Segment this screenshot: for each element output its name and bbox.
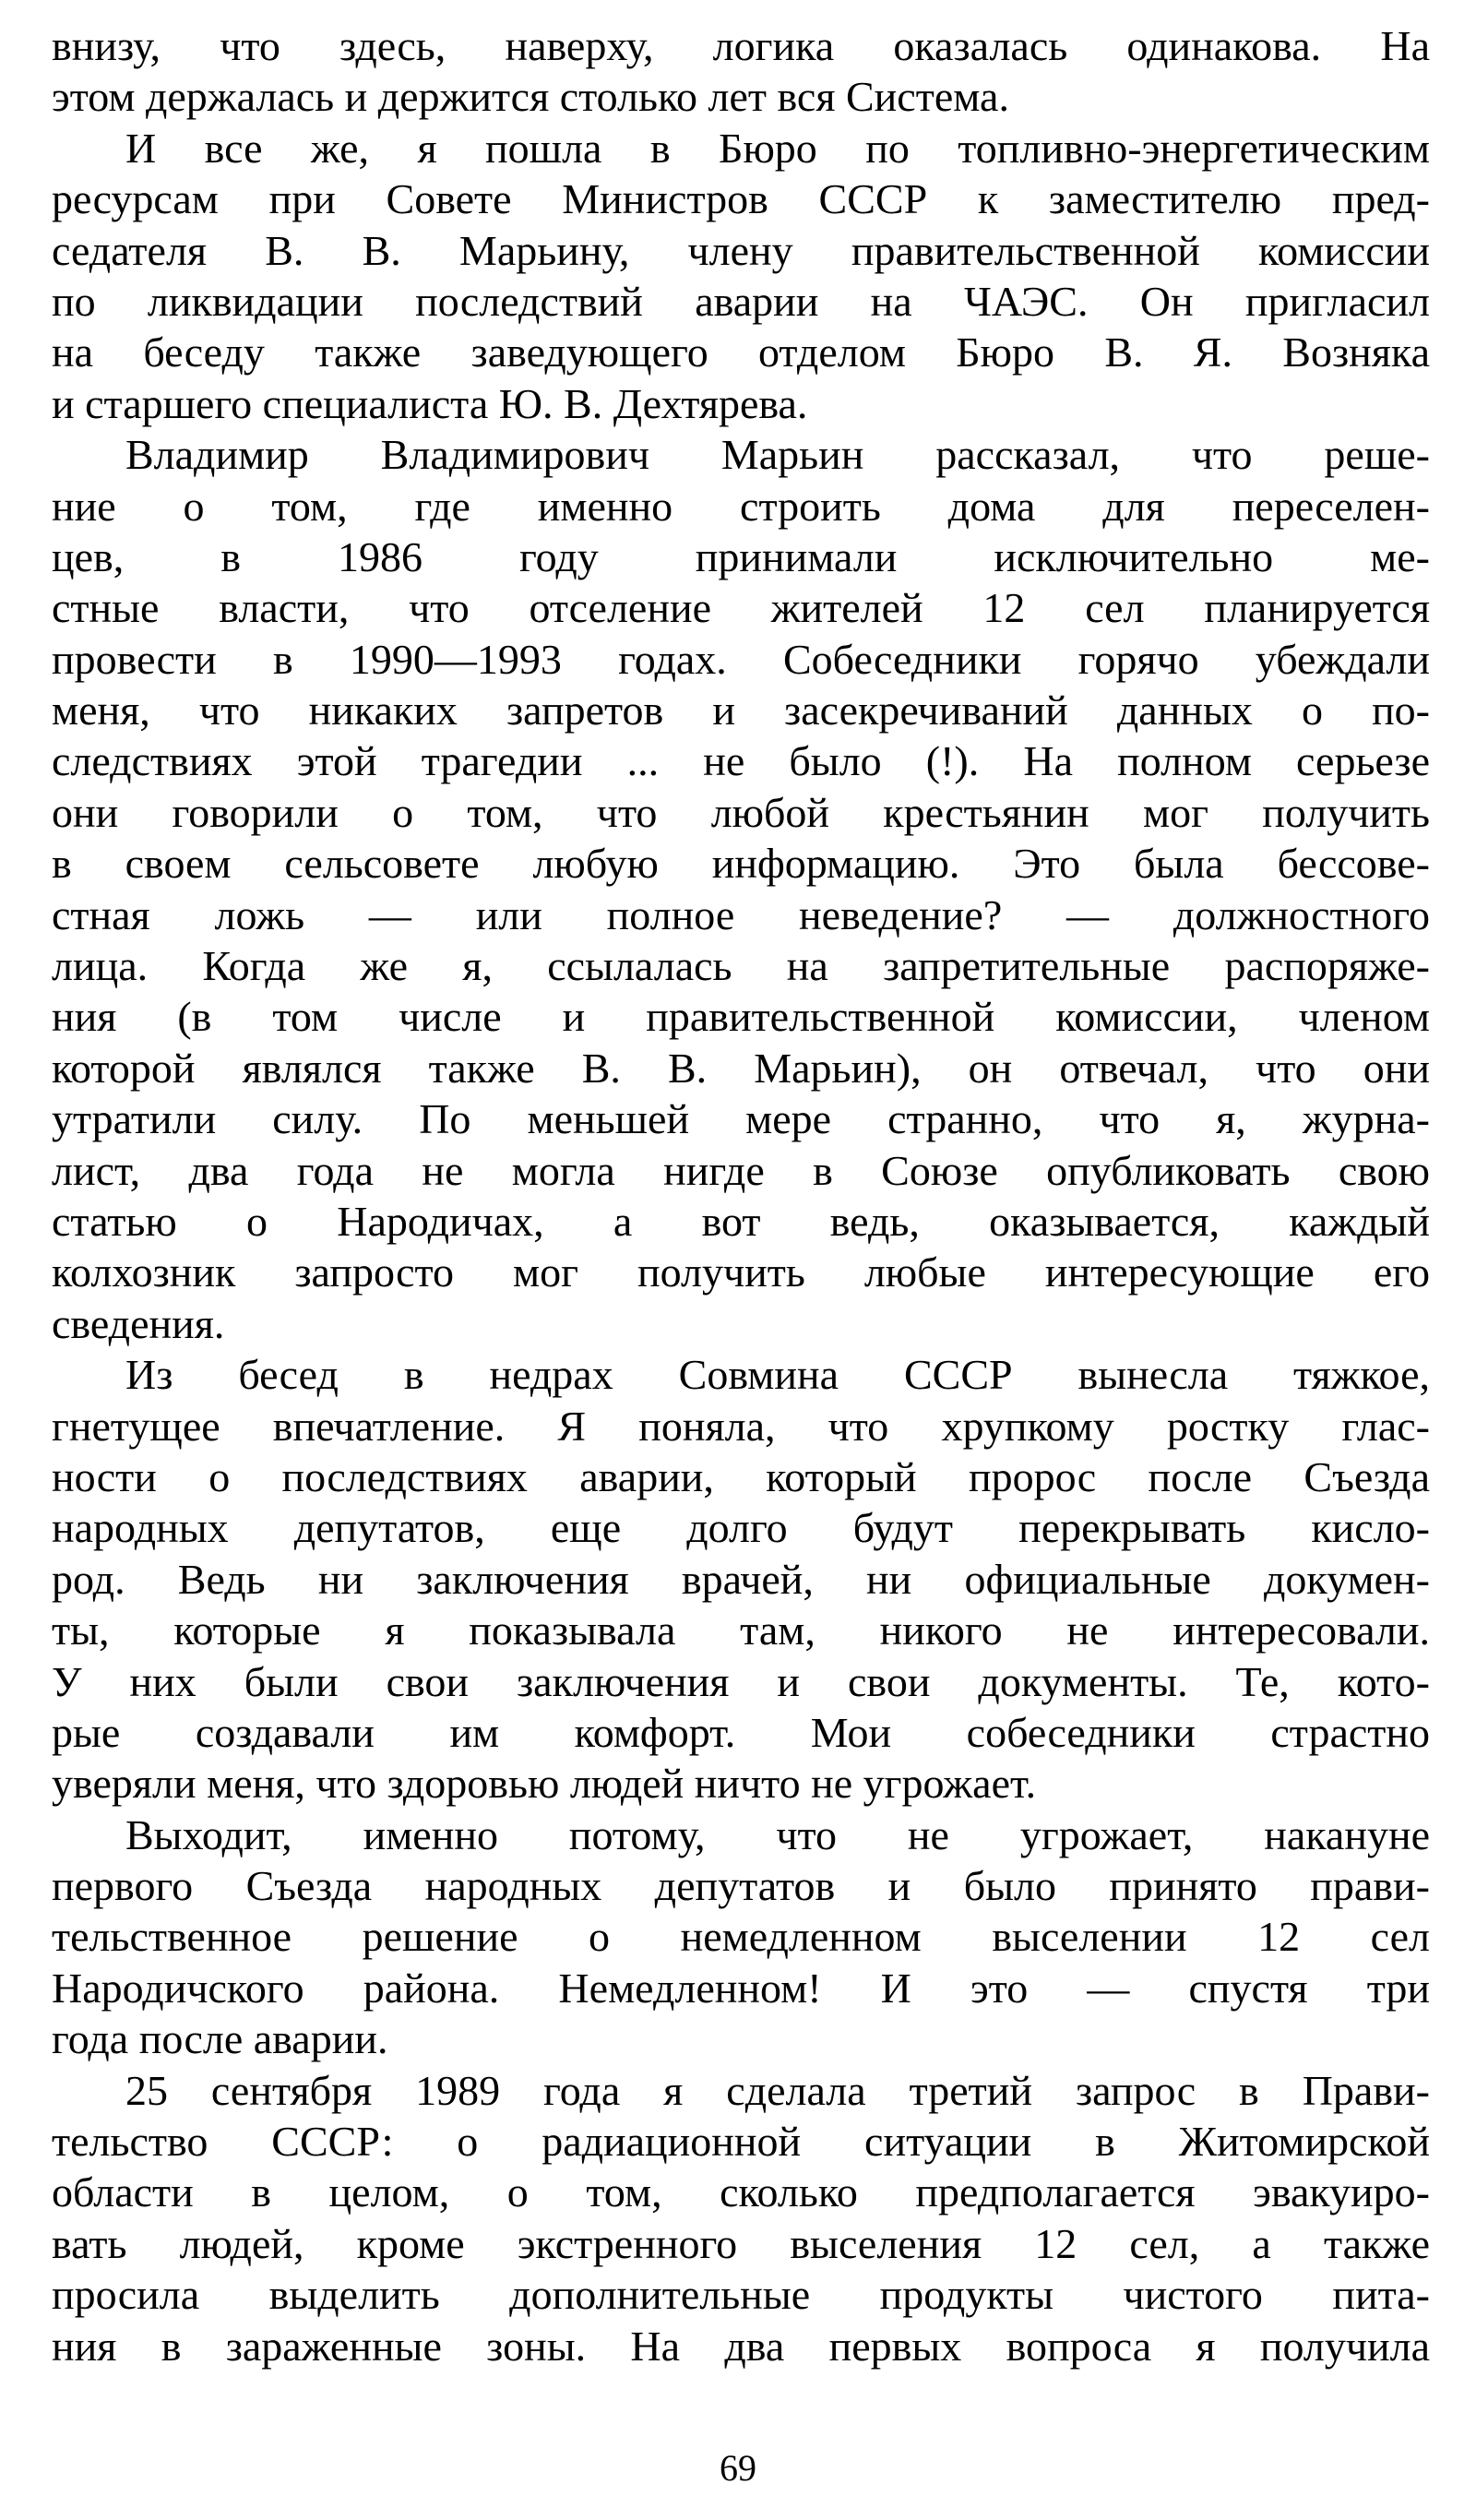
text-line: утратили силу. По меньшей мере странно, что я, журна- xyxy=(52,1095,1430,1143)
paragraph-first-line: Из бесед в недрах Совмина СССР вынесла тяжкое, xyxy=(125,1351,1430,1399)
text-line: года после аварии. xyxy=(52,2015,388,2063)
text-line: лица. Когда же я, ссылалась на запретительные распоряже- xyxy=(52,942,1430,990)
body-text xyxy=(52,20,1430,2371)
text-line: лист, два года не могла нигде в Союзе опубликовать свою xyxy=(52,1146,1430,1194)
text-line: ния (в том числе и правительственной комиссии, членом xyxy=(52,993,1430,1041)
text-line: ние о том, где именно строить дома для переселен- xyxy=(52,482,1430,530)
text-line: и старшего специалиста Ю. В. Дехтярева. xyxy=(52,379,808,427)
text-line: внизу, что здесь, наверху, логика оказалась одинакова. На xyxy=(52,22,1430,69)
text-line: вать людей, кроме экстренного выселения 12 сел, а также xyxy=(52,2219,1430,2267)
text-line: ресурсам при Совете Министров СССР к заместителю пред- xyxy=(52,175,1430,223)
paragraph-first-line: Владимир Владимирович Марьин рассказал, что реше- xyxy=(125,431,1430,479)
text-line: меня, что никаких запретов и засекречиваний данных о по- xyxy=(52,687,1430,735)
text-line: первого Съезда народных депутатов и было принято прави- xyxy=(52,1862,1430,1910)
text-line: по ликвидации последствий аварии на ЧАЭС. Он пригласил xyxy=(52,277,1430,325)
paragraph-first-line: Выходит, именно потому, что не угрожает, накануне xyxy=(125,1810,1430,1858)
text-line: цев, в 1986 году принимали исключительно ме- xyxy=(52,532,1430,580)
text-line: стные власти, что отселение жителей 12 сел планируется xyxy=(52,584,1430,632)
text-line: гнетущее впечатление. Я поняла, что хрупкому ростку глас- xyxy=(52,1402,1430,1450)
text-line: Народичского района. Немедленном! И это — спустя три xyxy=(52,1964,1430,2012)
text-line: уверяли меня, что здоровью людей ничто не угрожает. xyxy=(52,1760,1037,1808)
text-line: сведения. xyxy=(52,1299,225,1347)
text-line: тельственное решение о немедленном выселении 12 сел xyxy=(52,1913,1430,1961)
text-line: провести в 1990—1993 годах. Собеседники горячо убеждали xyxy=(52,635,1430,683)
paragraph-first-line: 25 сентября 1989 года я сделала третий запрос в Прави- xyxy=(125,2066,1430,2114)
text-line: стная ложь — или полное неведение? — должностного xyxy=(52,890,1430,938)
text-line: статью о Народичах, а вот ведь, оказывается, каждый xyxy=(52,1197,1430,1245)
text-line: ты, которые я показывала там, никого не интересовали. xyxy=(52,1606,1430,1654)
text-line: народных депутатов, еще долго будут перекрывать кисло- xyxy=(52,1504,1430,1552)
text-line: они говорили о том, что любой крестьянин мог получить xyxy=(52,788,1430,836)
text-line: области в целом, о том, сколько предполагается эвакуиро- xyxy=(52,2168,1430,2216)
text-line: ния в зараженные зоны. На два первых вопроса я получила xyxy=(52,2322,1430,2370)
text-line: седателя В. В. Марьину, члену правительственной комиссии xyxy=(52,226,1430,274)
text-line: ности о последствиях аварии, который пророс после Съезда xyxy=(52,1452,1430,1500)
text-line: У них были свои заключения и свои документы. Те, кото- xyxy=(52,1657,1430,1705)
text-line: просила выделить дополнительные продукты чистого пита- xyxy=(52,2271,1430,2319)
text-line: тельство СССР: о радиационной ситуации в Житомирской xyxy=(52,2118,1430,2166)
paragraph-first-line: И все же, я пошла в Бюро по топливно-энергетическим xyxy=(125,124,1430,172)
page-number: 69 xyxy=(720,2447,756,2489)
text-line: род. Ведь ни заключения врачей, ни официальные докумен- xyxy=(52,1555,1430,1603)
text-line: следствиях этой трагедии ... не было (!). На полном серьезе xyxy=(52,737,1430,785)
text-line: в своем сельсовете любую информацию. Это была бессове- xyxy=(52,840,1430,888)
text-line: которой являлся также В. В. Марьин), он отвечал, что они xyxy=(52,1044,1430,1092)
text-line: рые создавали им комфорт. Мои собеседники страстно xyxy=(52,1708,1430,1756)
text-line: этом держалась и держится столько лет вся Система. xyxy=(52,73,1009,121)
text-line: колхозник запросто мог получить любые интересующие его xyxy=(52,1248,1430,1296)
text-line: на беседу также заведующего отделом Бюро В. Я. Возняка xyxy=(52,328,1430,376)
